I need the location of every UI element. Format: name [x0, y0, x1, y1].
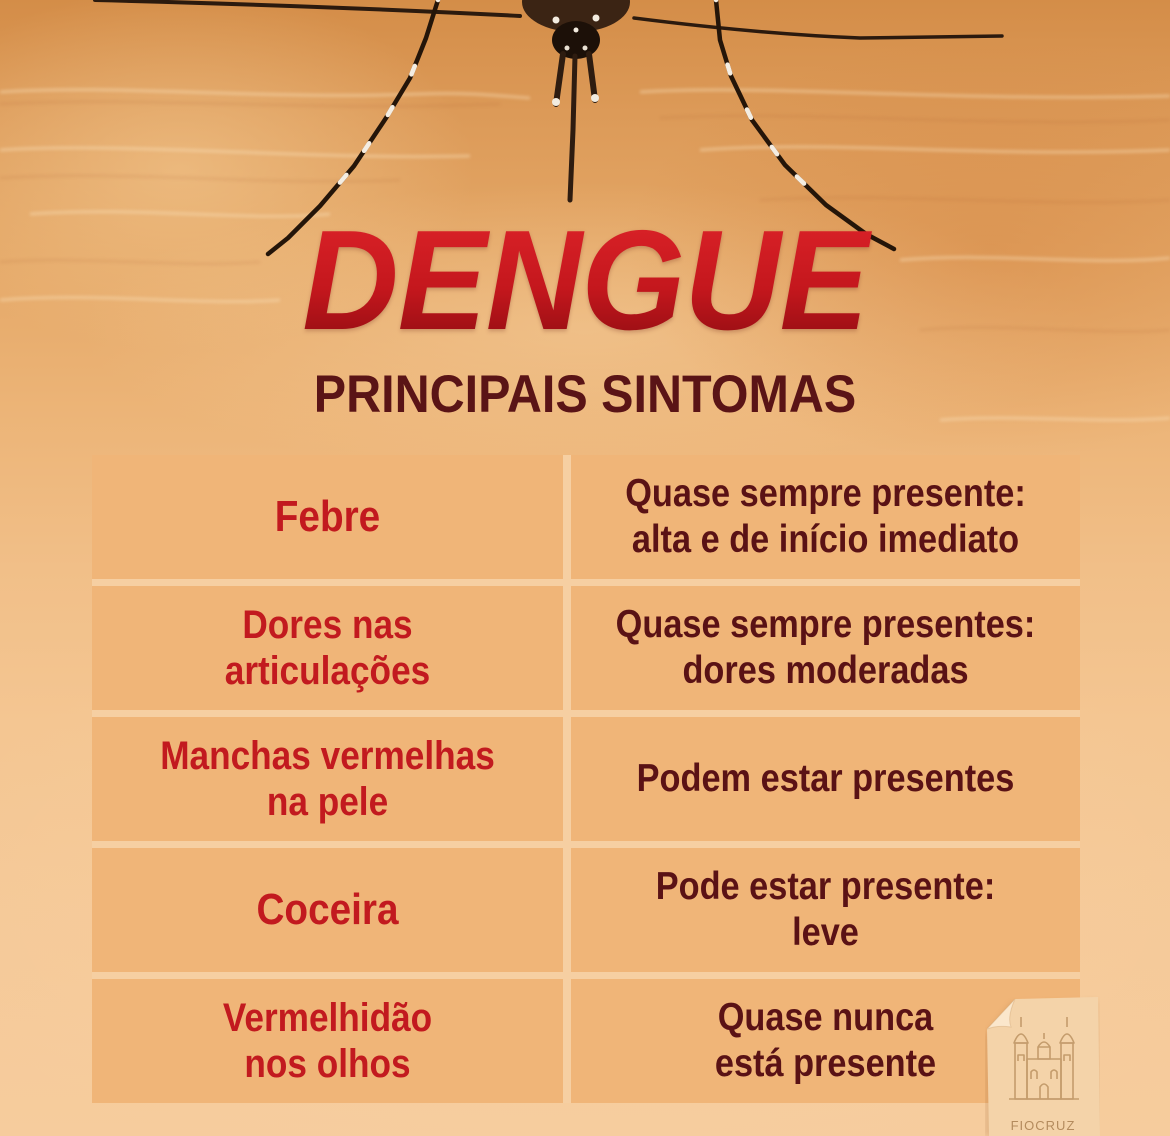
description-line: está presente: [714, 1042, 937, 1085]
symptom-cell: [92, 586, 563, 710]
description-cell: [571, 717, 1080, 841]
mosquito-body: [522, 0, 630, 59]
description-line: Quase nunca: [717, 996, 934, 1039]
mosquito-palp-tip: [552, 98, 560, 106]
symptoms-table: [92, 455, 1080, 1103]
mosquito-palp: [556, 54, 563, 104]
symptom-label: nos olhos: [244, 1042, 411, 1086]
description-line: dores moderadas: [682, 649, 969, 692]
logo-text: FIOCRUZ: [1010, 1118, 1076, 1133]
mosquito-leg: [95, 0, 520, 16]
mosquito-head: [552, 21, 600, 59]
mosquito-palp-tip: [591, 94, 599, 102]
poster-title: DENGUE: [35, 210, 1135, 352]
symptom-label: Dores nas: [242, 603, 413, 647]
description-cell: [571, 586, 1080, 710]
mosquito-spot: [553, 17, 560, 24]
symptom-cell: [92, 455, 563, 579]
symptom-label: Manchas vermelhas: [160, 734, 495, 778]
mosquito-spot: [565, 46, 570, 51]
mosquito-spot: [574, 28, 579, 33]
symptom-label: Coceira: [256, 885, 399, 934]
description-line: Quase sempre presentes:: [615, 603, 1036, 646]
description-line: Podem estar presentes: [636, 757, 1015, 800]
mosquito-spot: [583, 46, 588, 51]
symptom-cell: [92, 717, 563, 841]
description-cell: [571, 455, 1080, 579]
symptom-label: articulações: [224, 649, 431, 693]
symptom-cell: [92, 979, 563, 1103]
mosquito-palp: [589, 54, 595, 100]
description-cell: [571, 848, 1080, 972]
symptom-label: Febre: [274, 492, 381, 541]
description-line: Pode estar presente:: [655, 865, 996, 908]
poster-subtitle: PRINCIPAIS SINTOMAS: [313, 365, 857, 424]
mosquito-spot: [593, 15, 600, 22]
description-line: alta e de início imediato: [631, 518, 1020, 561]
description-line: leve: [792, 911, 859, 954]
symptom-label: na pele: [266, 780, 389, 824]
mosquito-mouthparts: [552, 54, 599, 200]
symptom-cell: [92, 848, 563, 972]
symptom-label: Vermelhidão: [222, 996, 433, 1040]
mosquito-proboscis: [570, 56, 575, 200]
fiocruz-logo: [985, 995, 1100, 1136]
mosquito-leg: [634, 18, 1002, 38]
description-line: Quase sempre presente:: [625, 472, 1026, 515]
